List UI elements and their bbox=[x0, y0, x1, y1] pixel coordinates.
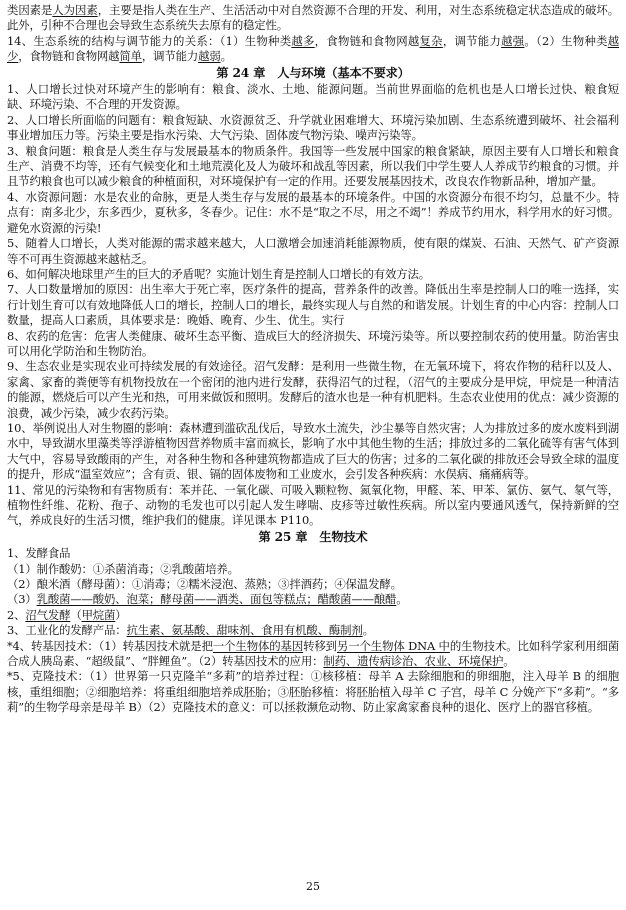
text-run: 5、随着人口增长，人类对能源的需求越来越大，人口激增会加速消耗能源物质，使有限的煤炭、石油、天然气、矿产资源等不可再生资源越来越枯乏。 bbox=[7, 236, 619, 266]
paragraph bbox=[7, 623, 619, 638]
underlined-term: 一个生物体的基因 bbox=[212, 638, 304, 653]
underlined-term: 沼气发酵 bbox=[25, 607, 71, 622]
text-run: 9、生态农业是实现农业可持续发展的有效途径。沼气发酵：是利用一些微生物，在无氧环境下，将农作物的秸秆以及人、家禽、家畜的粪便等有机物投放在一个密闭的池内进行发酵，获得沼气的过程，（沼气的主要成分是甲烷，甲烷是一种清洁的能源，燃烧后可以产生光和热，可用来做饭和照明。发酵后的渣水也是一种有机肥料。生态农业使用的优点：减少资源的浪费，减少污染，减少农药污染。 bbox=[7, 359, 619, 420]
text-run: 3、粮食问题：粮食是人类生存与发展最基本的物质条件。我国等一些发展中国家的粮食紧缺，原因主要有人口增长和粮食生产、消费不均等，还有气候变化和土地荒漠化及人为破坏和战乱等因素，所以我们中学生要人人养成节约粮食的习惯。并且节约粮食也可以减少粮食的种植面积，对环境保护有一定的作用。还要发展基因技术，改良农作物新品种，增加产量。 bbox=[7, 143, 619, 189]
text-run: 7、人口数量增加的原因：出生率大于死亡率，医疗条件的提高，营养条件的改善。降低出生率是控制人口的唯一选择，实行计划生育可以有效地降低人口的增长，控制人口的增长，最终实现人与自然的和谐发展。计划生育的中心内容：控制人口数量，提高人口素质，具体要求是：晚婚、晚育、少生、优生。实行 bbox=[7, 282, 619, 328]
paragraph bbox=[7, 483, 619, 529]
paragraph bbox=[7, 546, 619, 561]
paragraph bbox=[7, 639, 619, 670]
paragraph bbox=[7, 82, 619, 113]
underlined-term: 简单 bbox=[119, 49, 142, 64]
underlined-term: 甲烷菌 bbox=[81, 607, 116, 622]
text-run: 类因素是 bbox=[7, 3, 53, 17]
text-run: （3） bbox=[7, 592, 37, 607]
paragraph bbox=[7, 190, 619, 236]
text-run: ，调节能力 bbox=[442, 33, 502, 48]
text-run: 。（2）生物种类 bbox=[524, 33, 608, 48]
underlined-term: 制药、遗传病诊治、农业、环境保护 bbox=[323, 654, 504, 669]
text-run: 。 bbox=[503, 654, 515, 669]
text-run: （ bbox=[70, 607, 82, 622]
paragraph bbox=[7, 562, 619, 577]
paragraph bbox=[7, 577, 619, 592]
text-run: 6、如何解决地球里产生的巨大的矛盾呢？实施计划生育是控制人口增长的有效方法。 bbox=[7, 266, 431, 281]
text-run: 。 bbox=[362, 623, 374, 638]
text-run: 2、人口增长所面临的问题有：粮食短缺、水资源贫乏、升学就业困难增大、环境污染加剧、生态系统遭到破坏、社会福利事业增加压力等。污染主要是指水污染、大气污染、固体废气物污染、噪声污染等。 bbox=[7, 112, 619, 143]
paragraph bbox=[7, 359, 619, 421]
paragraph bbox=[7, 113, 619, 144]
text-run: （2）酿米酒（酵母菌）：①消毒；②糯米浸泡、蒸熟；③拌酒药；④保温发酵。 bbox=[7, 577, 402, 592]
text-run: （1）制作酸奶：①杀菌消毒；②乳酸菌培养。 bbox=[7, 561, 239, 576]
underlined-term: 复杂 bbox=[419, 33, 443, 48]
text-run: 8、农药的危害：危害人类健康、破坏生态平衡、造成巨大的经济损失、环境污染等。所以要控制农药的使用量。防治害虫可以用化学防治和生物防治。 bbox=[7, 328, 619, 358]
paragraph bbox=[7, 608, 619, 623]
text-run: 3、工业化的发酵产品： bbox=[7, 623, 127, 638]
paragraph bbox=[7, 592, 619, 607]
text-run: 14、生态系统的结构与调节能力的关系：（1）生物种类 bbox=[7, 33, 292, 48]
underlined-term: 越弱 bbox=[198, 49, 221, 64]
underlined-term: 抗生素、氨基酸、甜味剂、食用有机酸、酶制剂 bbox=[126, 623, 363, 638]
text-run: ，食物链和食物网越 bbox=[18, 49, 120, 64]
document-body bbox=[7, 3, 619, 716]
paragraph bbox=[7, 34, 619, 65]
text-run: 2、 bbox=[7, 607, 26, 622]
text-run: 第 25 章 生物技术 bbox=[258, 529, 368, 544]
paragraph bbox=[7, 421, 619, 483]
text-run: 11、常见的污染物和有害物质有：苯并芘、一氧化碳、可吸入颗粒物、氮氧化物，甲醛、苯、甲苯、氯仿、氨气、氡气等，植物性纤维、花粉、孢子、动物的毛发也可以引起人发生哮喘、皮疹等过敏性疾病。所以室内要通风透气，保持新鲜的空气，养成良好的生活习惯，维护我们的健康。详见课本 P110。 bbox=[7, 482, 619, 528]
paragraph bbox=[7, 267, 619, 282]
text-run: 4、水资源问题：水是农业的命脉，更是人类生存与发展的最基本的环境条件。中国的水资源分布很不均匀，总量不少。特点有：南多北少，东多西少，夏秋多，冬春少。记住：水不是“取之不尽，用之不竭”！养成节约用水，科学用水的好习惯。避免水资源的污染! bbox=[7, 189, 619, 235]
text-run: 10、举例说出人对生物圈的影响：森林遭到滥砍乱伐后，导致水土流失，沙尘暴等自然灾害；人为排放过多的废水废料到湖水中，导致湖水里藻类等浮游植物因营养物质丰富而疯长，影响了水中其他生物的生活；排放过多的二氧化硫等有害气体到大气中，容易导致酸雨的产生，对各种生物和各种建筑物都造成了巨大的伤害；过多的二氧化碳的排放还会导致全球的温度的提升，形成“温室效应”；含有贡、银、镉的固体废物和工业废水，会引发各种疾病：水俣病、痛痛病等。 bbox=[7, 420, 619, 482]
underlined-term: 越强 bbox=[501, 33, 525, 48]
paragraph bbox=[7, 144, 619, 190]
paragraph bbox=[7, 236, 619, 267]
text-run: 的生物技术。比如科学家利用细菌合成人胰岛素、“超级鼠”、“胖鲤鱼”。（2）转基因技术的应用： bbox=[7, 638, 619, 669]
text-run: ，主要是指人类在生产、生活活动中对自然资源不合理的开发、利用，对生态系统稳定状态造成的破坏。此外，引种不合理也会导致生态系统失去原有的稳定性。 bbox=[7, 3, 619, 33]
chapter-heading bbox=[7, 66, 619, 81]
underlined-term: 乳酸菌——酸奶、泡菜；酵母菌——酒类、面包等糕点；醋酸菌——酿醋 bbox=[36, 592, 397, 607]
underlined-term: 另一个生物体 DNA 中 bbox=[336, 638, 450, 653]
paragraph bbox=[7, 282, 619, 328]
paragraph bbox=[7, 669, 619, 715]
text-run: *4、转基因技术：（1）转基因技术就是把 bbox=[7, 638, 213, 653]
text-run: 1、发酵食品 bbox=[7, 546, 71, 561]
paragraph bbox=[7, 329, 619, 360]
text-run: 。 bbox=[396, 592, 408, 607]
paragraph bbox=[7, 3, 619, 34]
text-run: *5、克隆技术：（1）世界第一只克隆羊“多莉”的培养过程：①核移植：母羊 A 去除细胞和的卵细胞，注入母羊 B 的细胞核，重组细胞；②细胞培养：将重组细胞培养成胚胎；③胚胎移植：将胚胎植入母羊 C 子宫，母羊 C 分娩产下“多莉”。“多莉”的生物学母亲是母羊 B）（2）克隆技术的意义：可以拯救濒危动物、防止家禽家畜良种的退化、医疗上的器官移植。 bbox=[7, 669, 619, 715]
text-run: 1、人口增长过快对环境产生的影响有：粮食、淡水、土地、能源问题。当前世界面临的危机也是人口增长过快、粮食短缺、环境污染、不合理的开发资源。 bbox=[7, 82, 619, 112]
underlined-term: 越少 bbox=[7, 33, 620, 64]
text-run: 。 bbox=[220, 49, 232, 64]
underlined-term: 人为因素 bbox=[52, 3, 98, 17]
text-run: 第 24 章 人与环境（基本不要求） bbox=[216, 65, 410, 80]
page-number: 25 bbox=[306, 880, 320, 893]
text-run: ） bbox=[115, 607, 127, 622]
text-run: ，调节能力 bbox=[141, 49, 199, 64]
chapter-heading bbox=[7, 530, 619, 545]
underlined-term: 越多 bbox=[291, 33, 315, 48]
text-run: ，食物链和食物网越 bbox=[314, 33, 420, 48]
text-run: 转移到 bbox=[303, 638, 337, 653]
